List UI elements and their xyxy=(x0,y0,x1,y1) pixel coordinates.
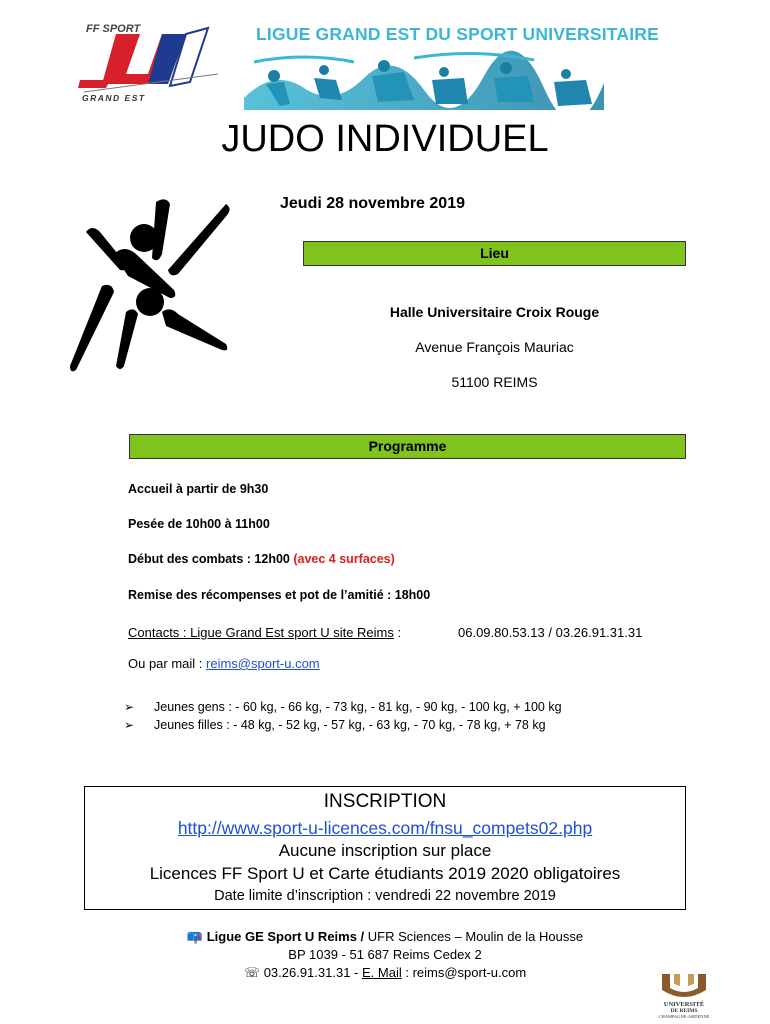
footer-org-line xyxy=(0,929,770,945)
lieu-heading: Lieu xyxy=(303,241,686,266)
mailbox-icon: 📪 xyxy=(186,929,204,944)
inscription-no-onsite: Aucune inscription sur place xyxy=(278,841,492,860)
programme-pesee: Pesée de 10h00 à 11h00 xyxy=(128,517,270,531)
universite-reims-logo xyxy=(648,970,720,1020)
contacts-line xyxy=(128,625,401,640)
category-item xyxy=(124,700,562,714)
contacts-label: Contacts : Ligue Grand Est sport U site Reims xyxy=(128,625,394,640)
athletes-banner-image xyxy=(244,48,604,110)
univ-logo-line1: UNIVERSITÉ xyxy=(663,1001,705,1008)
univ-logo-line2: DE REIMS xyxy=(670,1008,698,1014)
page-title: JUDO INDIVIDUEL xyxy=(221,118,549,160)
programme-heading: Programme xyxy=(129,434,686,459)
ff-sport-u-logo xyxy=(78,22,228,104)
category-text: Jeunes filles : - 48 kg, - 52 kg, - 57 kg, - 63 kg, - 70 kg, - 78 kg, + 78 kg xyxy=(154,718,546,732)
programme-debut-note: (avec 4 surfaces) xyxy=(293,552,395,566)
logo-bottom-text: GRAND EST xyxy=(82,93,146,103)
programme-accueil: Accueil à partir de 9h30 xyxy=(128,482,269,496)
inscription-url-wrap xyxy=(85,818,685,839)
judo-pictogram-icon xyxy=(66,194,236,376)
contacts-separator: : xyxy=(393,625,402,640)
footer-phone: 03.26.91.31.31 - xyxy=(263,965,359,980)
venue-name: Halle Universitaire Croix Rouge xyxy=(389,304,600,320)
inscription-title: INSCRIPTION xyxy=(323,791,447,812)
ligue-title: LIGUE GRAND EST DU SPORT UNIVERSITAIRE xyxy=(256,24,659,44)
contacts-phones: 06.09.80.53.13 / 03.26.91.31.31 xyxy=(458,625,643,640)
mail-line xyxy=(128,656,320,671)
contact-mail-link[interactable]: reims@sport-u.com xyxy=(206,656,320,671)
logo-top-text: FF SPORT xyxy=(86,23,141,35)
venue-street: Avenue François Mauriac xyxy=(415,339,574,355)
footer-address: BP 1039 - 51 687 Reims Cedex 2 xyxy=(288,947,482,962)
footer-email: : reims@sport-u.com xyxy=(401,965,527,980)
event-date: Jeudi 28 novembre 2019 xyxy=(280,195,465,212)
inscription-box xyxy=(84,786,686,910)
mail-prefix: Ou par mail : xyxy=(128,656,207,671)
venue-city: 51100 REIMS xyxy=(451,374,538,390)
phone-icon: ☏ xyxy=(243,965,261,980)
inscription-licences: Licences FF Sport U et Carte étudiants 2019 2020 obligatoires xyxy=(149,864,621,883)
footer-email-label: E. Mail xyxy=(362,965,402,980)
arrow-bullet-icon: ➢ xyxy=(124,700,135,714)
category-text: Jeunes gens : - 60 kg, - 66 kg, - 73 kg, - 81 kg, - 90 kg, - 100 kg, + 100 kg xyxy=(154,700,562,714)
programme-debut-text: Début des combats : 12h00 xyxy=(128,552,290,566)
programme-debut xyxy=(128,552,395,566)
programme-remise: Remise des récompenses et pot de l’amitié : 18h00 xyxy=(128,588,431,602)
inscription-link[interactable]: http://www.sport-u-licences.com/fnsu_compets02.php xyxy=(177,818,593,838)
arrow-bullet-icon: ➢ xyxy=(124,718,135,732)
footer-org-rest: UFR Sciences – Moulin de la Housse xyxy=(364,929,584,944)
inscription-deadline: Date limite d’inscription : vendredi 22 novembre 2019 xyxy=(214,888,556,904)
footer-org-bold: Ligue GE Sport U Reims / xyxy=(206,929,365,944)
univ-logo-line3: CHAMPAGNE-ARDENNE xyxy=(658,1014,710,1019)
category-item xyxy=(124,718,546,732)
